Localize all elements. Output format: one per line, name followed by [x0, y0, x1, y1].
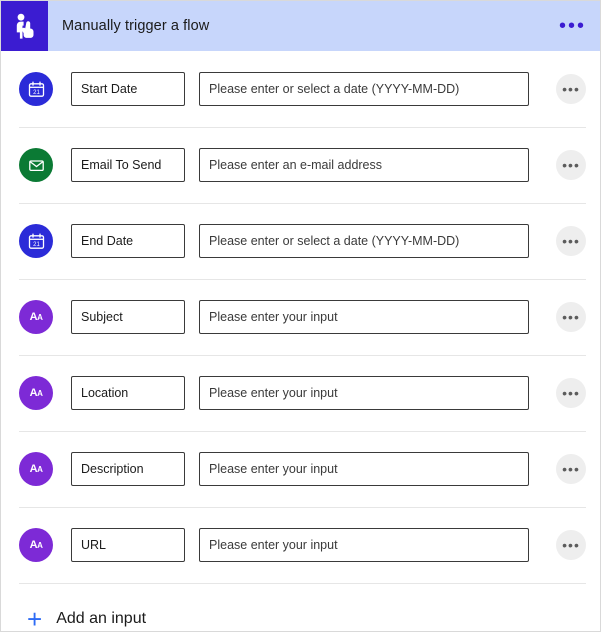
text-icon-glyph-small: A: [37, 312, 43, 322]
input-name-field[interactable]: URL: [71, 528, 185, 562]
input-name-field[interactable]: Description: [71, 452, 185, 486]
svg-text:21: 21: [32, 89, 40, 96]
input-name-field[interactable]: Email To Send: [71, 148, 185, 182]
row-overflow-menu[interactable]: •••: [556, 302, 586, 332]
row-overflow-menu[interactable]: •••: [556, 74, 586, 104]
input-row: [1, 431, 600, 507]
calendar-icon: [19, 224, 53, 258]
input-value-field[interactable]: Please enter your input: [199, 528, 529, 562]
calendar-icon: [19, 72, 53, 106]
input-name-field[interactable]: Subject: [71, 300, 185, 334]
text-icon: [19, 452, 53, 486]
add-an-input-button[interactable]: [1, 583, 600, 632]
row-overflow-menu[interactable]: •••: [556, 454, 586, 484]
text-icon-glyph: A: [29, 463, 38, 475]
input-name-field[interactable]: Location: [71, 376, 185, 410]
input-row: [1, 127, 600, 203]
input-value-field[interactable]: Please enter or select a date (YYYY-MM-DD): [199, 72, 529, 106]
input-row: [1, 279, 600, 355]
input-value-field[interactable]: Please enter your input: [199, 300, 529, 334]
input-row: [1, 203, 600, 279]
person-tap-icon: [1, 1, 48, 51]
envelope-icon: [19, 148, 53, 182]
plus-icon: +: [27, 604, 43, 632]
text-icon-glyph-small: A: [37, 464, 43, 474]
text-icon: [19, 528, 53, 562]
input-value-field[interactable]: Please enter an e-mail address: [199, 148, 529, 182]
input-value-field[interactable]: Please enter your input: [199, 452, 529, 486]
row-overflow-menu[interactable]: •••: [556, 226, 586, 256]
input-value-field[interactable]: Please enter your input: [199, 376, 529, 410]
input-row: [1, 507, 600, 583]
text-icon-glyph-small: A: [37, 388, 43, 398]
svg-text:21: 21: [32, 241, 40, 248]
row-overflow-menu[interactable]: •••: [556, 530, 586, 560]
row-overflow-menu[interactable]: •••: [556, 378, 586, 408]
text-icon-glyph: A: [29, 387, 38, 399]
row-overflow-menu[interactable]: •••: [556, 150, 586, 180]
text-icon: [19, 300, 53, 334]
text-icon-glyph-small: A: [37, 540, 43, 550]
add-an-input-label: Add an input: [56, 610, 147, 627]
card-header: [1, 1, 600, 51]
input-name-field[interactable]: End Date: [71, 224, 185, 258]
input-name-field[interactable]: Start Date: [71, 72, 185, 106]
input-row: [1, 51, 600, 127]
input-row: [1, 355, 600, 431]
text-icon-glyph: A: [29, 311, 38, 323]
header-overflow-menu[interactable]: •••: [558, 15, 586, 37]
input-value-field[interactable]: Please enter or select a date (YYYY-MM-DD): [199, 224, 529, 258]
input-rows: [1, 51, 600, 583]
card-title: Manually trigger a flow: [62, 18, 210, 34]
text-icon: [19, 376, 53, 410]
text-icon-glyph: A: [29, 539, 38, 551]
